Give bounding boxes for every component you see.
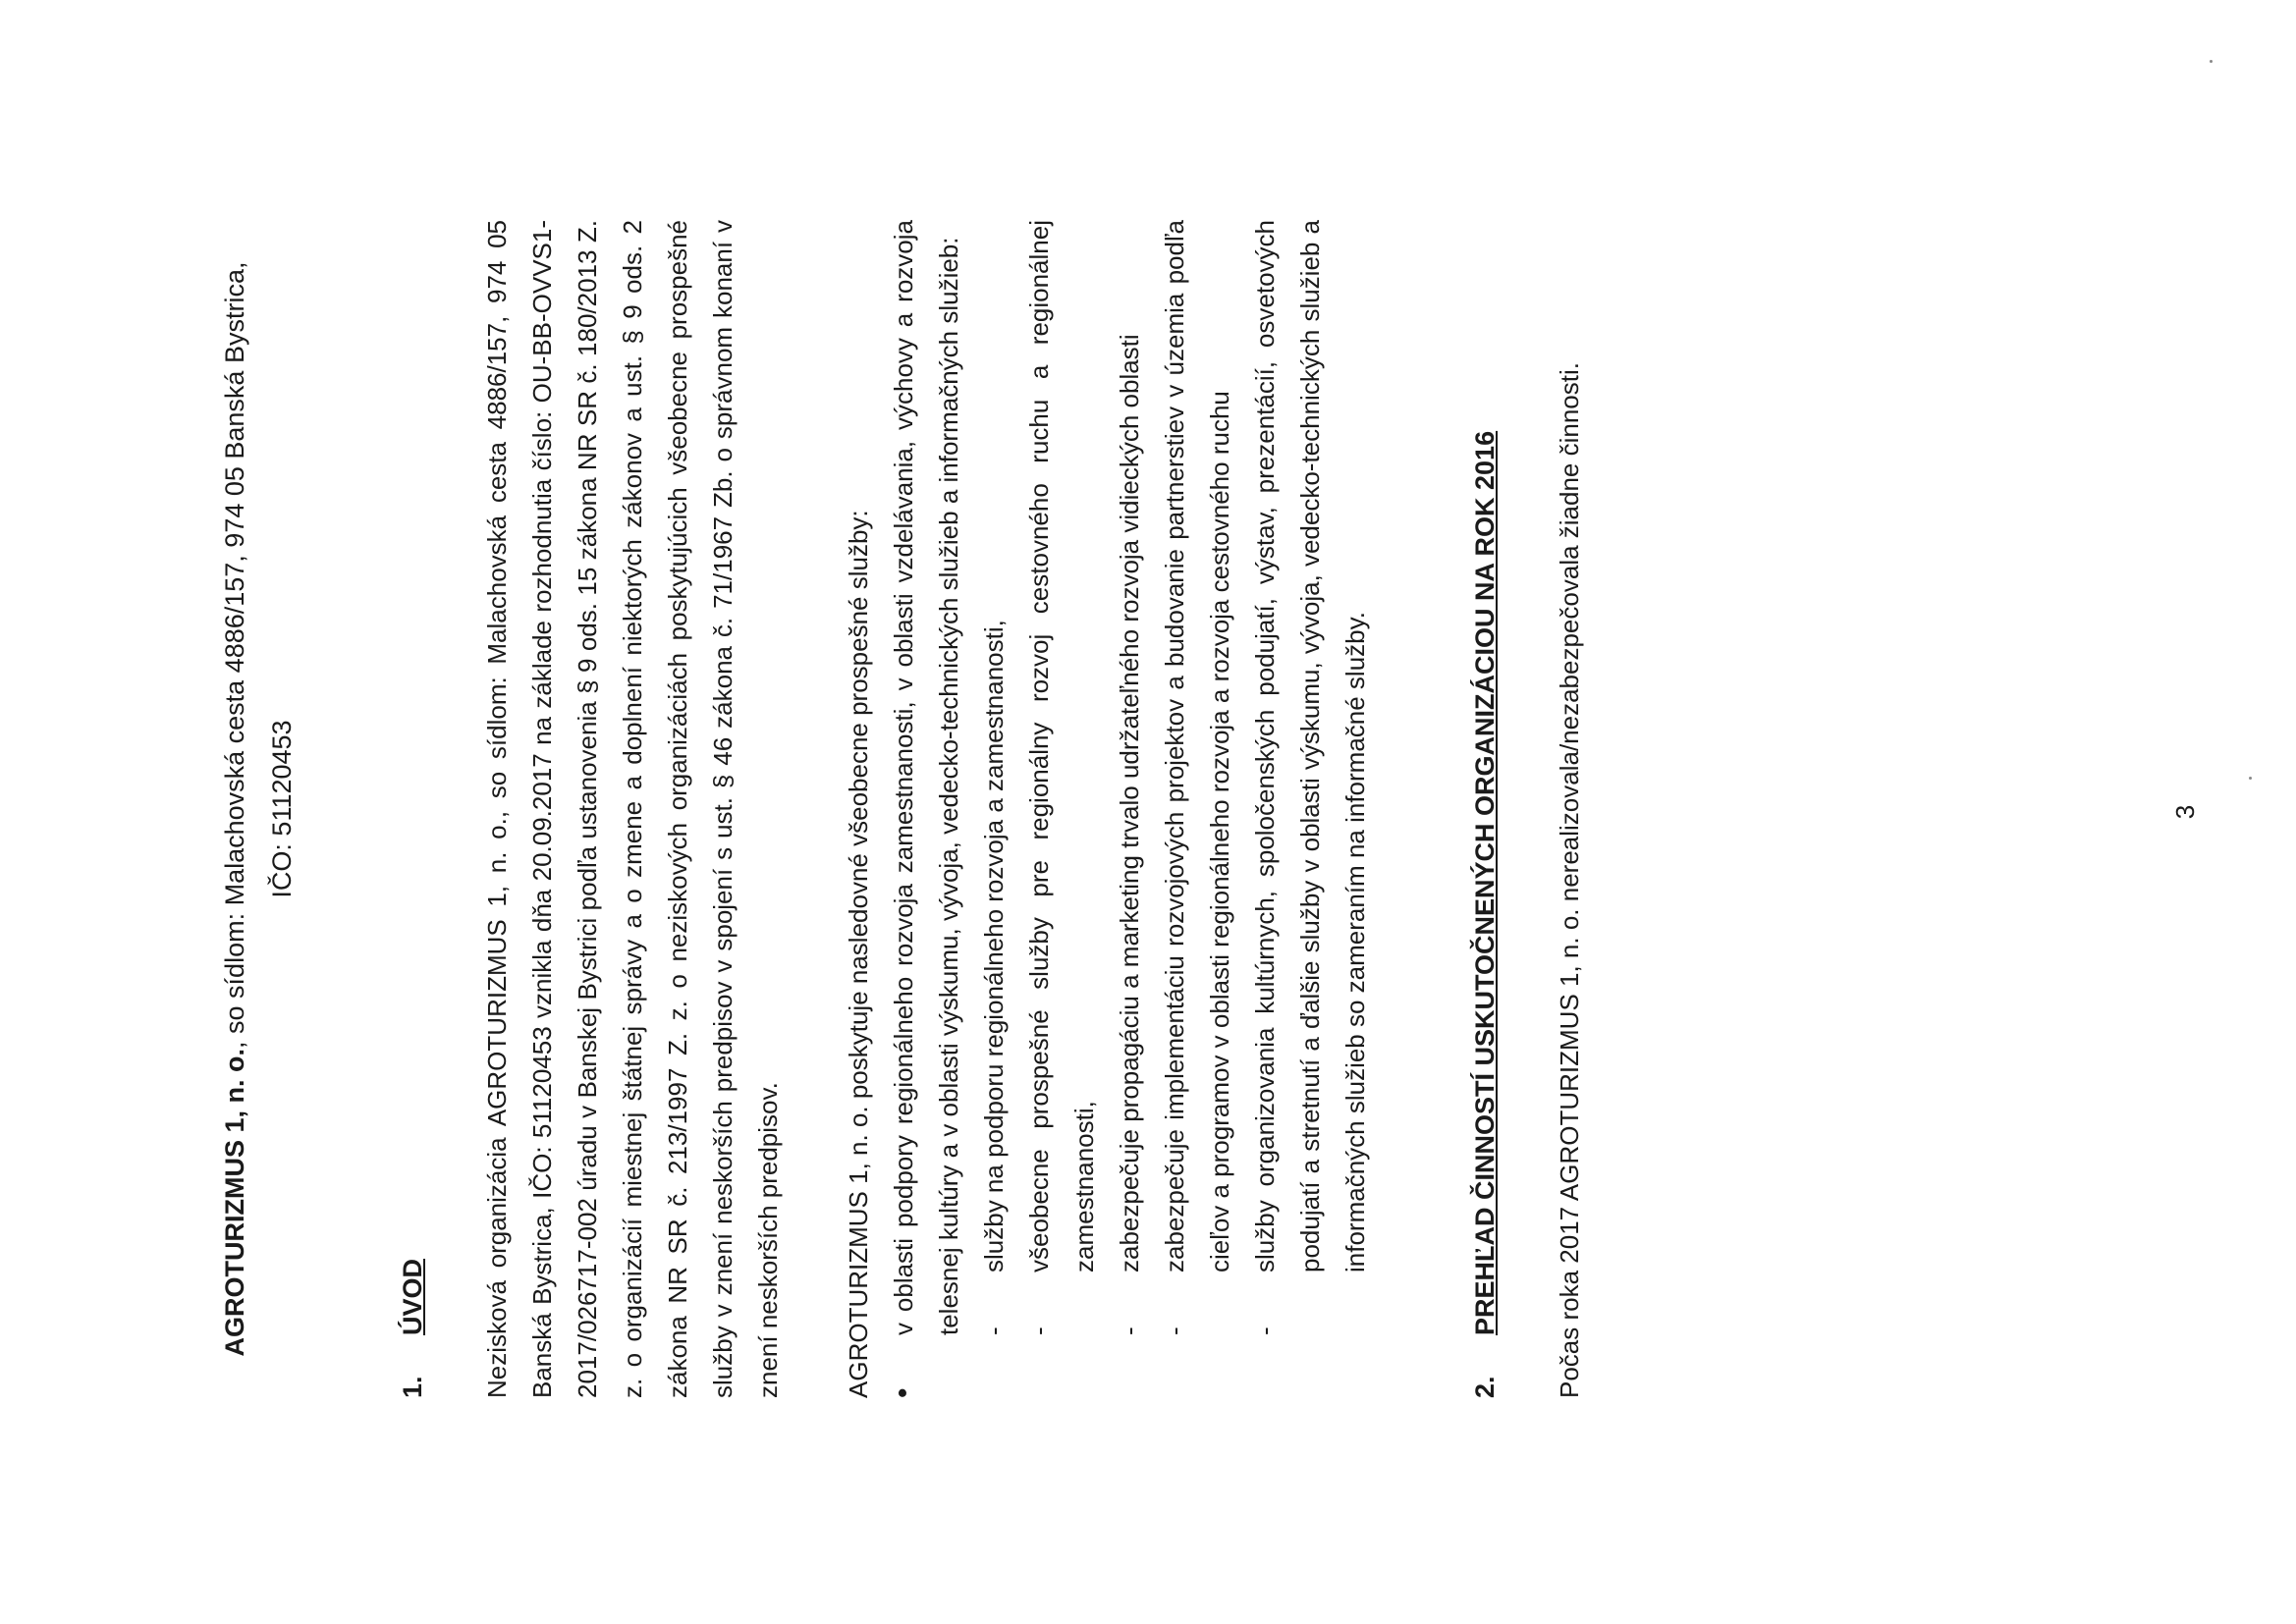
scan-speck [2210, 60, 2213, 63]
bullet-item [881, 220, 971, 1398]
dash-icon: - [1250, 1326, 1280, 1335]
list-item [1242, 220, 1378, 1335]
page-content [211, 220, 1592, 1398]
page-number: 3 [2170, 804, 2200, 820]
list-item-text: zabezpečuje implementáciu rozvojových projektov a budovanie partnerstiev v územia podľa cieľov a programov v oblasti regionálneho rozvoja a rozvoja cestovného ruchu [1160, 220, 1234, 1272]
list-item [1016, 220, 1107, 1335]
activities-paragraph: Počas roka 2017 AGROTURIZMUS 1, n. o. nerealizovala/nezabezpečovala žiadne činnosti. [1555, 362, 1584, 1398]
list-item [1107, 220, 1152, 1335]
bullet-text: v oblasti podpory regionálneho rozvoja zamestnanosti, v oblasti vzdelávania, výchovy a rozvoja telesnej kultúry a v oblasti výskumu, vývoja, vedecko-technických služieb a informačných služieb: [889, 220, 963, 1335]
section-heading-intro [390, 220, 435, 1398]
dash-icon: - [1024, 1326, 1054, 1335]
organization-header [211, 220, 258, 1398]
dash-icon: - [1115, 1326, 1144, 1335]
intro-paragraph: Nezisková organizácia AGROTURIZMUS 1, n. o., so sídlom: Malachovská cesta 4886/157, 974 05 Banská Bystrica, IČO: 51120453 vznikla dňa 20.09.2017 na základe rozhodnutia číslo: OU-BB-OVVS1-2017/026717-002 úradu v Banskej Bystrici podľa ustanovenia § 9 ods. 15 zákona NR SR č. 180/2013 Z. z. o organizácií miestnej štátnej správy a o zmene a doplnení niektorých zákonov a ust. § 9 ods. 2 zákona NR SR č. 213/1997 Z. z. o neziskových organizáciách poskytujúcich všeobecne prospešné služby v znení neskorších predpisov v spojení s ust. § 46 zákona č. 71/1967 Zb. o správnom konaní v znení neskorších predpisov. [482, 220, 783, 1398]
list-item [1152, 220, 1242, 1335]
section-number: 1. [398, 1376, 427, 1398]
list-item [971, 220, 1016, 1335]
services-list [971, 220, 1378, 1335]
section-number: 2. [1470, 1376, 1500, 1398]
dash-icon: - [979, 1326, 1009, 1335]
section-title: PREHĽAD ČINNOSTÍ USKUTOČNENÝCH ORGANIZÁCIOU NA ROK 2016 [1470, 430, 1500, 1335]
organization-ico: IČO: 51120453 [267, 720, 297, 898]
bullet-icon: • [887, 1387, 919, 1398]
dash-icon: - [1160, 1326, 1189, 1335]
organization-address: , so sídlom: Malachovská cesta 4886/157, 974 05 Banská Bystrica, [220, 261, 249, 1049]
organization-name: AGROTURIZMUS 1, n. o. [220, 1048, 249, 1357]
list-item-text: všeobecne prospešné služby pre regionálny rozvoj cestovného ruchu a regionálnej zamestnanosti, [1024, 220, 1099, 1272]
section-heading-activities [1462, 220, 1507, 1398]
section-title: ÚVOD [398, 1258, 427, 1335]
services-intro: AGROTURIZMUS 1, n. o. poskytuje nasledovné všeobecne prospešné služby: [844, 510, 873, 1398]
list-item-text: služby organizovania kultúrnych, spoločenských podujatí, výstav, prezentácií, osvetových podujatí a stretnutí a ďalšie služby v oblasti výskumu, vývoja, vedecko-technických služieb a informačných služieb so zameraním na informačné služby. [1250, 220, 1370, 1272]
scan-speck [2249, 777, 2252, 780]
list-item-text: služby na podporu regionálneho rozvoja a zamestnanosti, [979, 620, 1009, 1272]
list-item-text: zabezpečuje propagáciu a marketing trvalo udržateľného rozvoja vidieckých oblasti [1115, 334, 1144, 1272]
